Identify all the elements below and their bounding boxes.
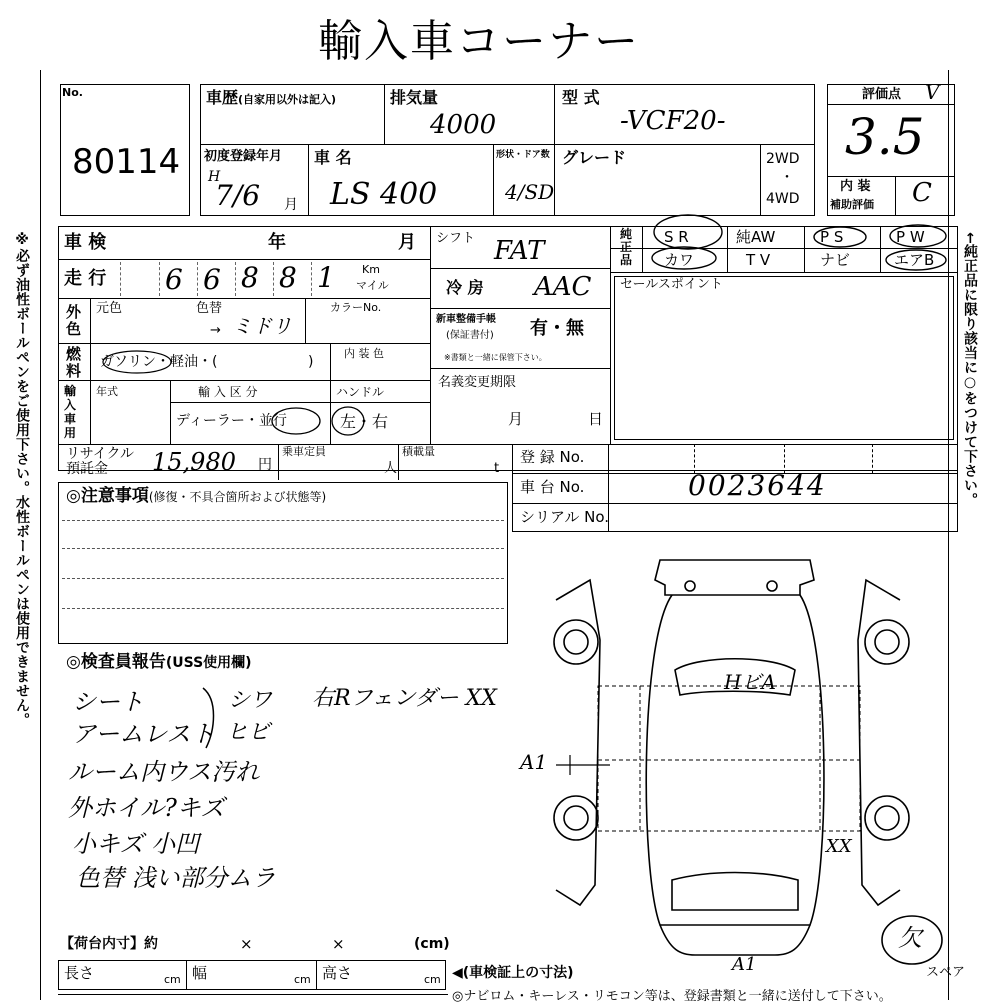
diagram-rear-right-mark: XX bbox=[826, 836, 852, 857]
cargo-label: 【荷台内寸】約 bbox=[60, 936, 158, 952]
cargo-length-cm: cm bbox=[164, 973, 181, 986]
color-changed-label: 色替 bbox=[196, 301, 223, 316]
interior-grade-sub: 補助評価 bbox=[830, 198, 874, 211]
inspector-label: ◎検査員報告(USS使用欄) bbox=[66, 652, 252, 672]
capacity-label: 乗車定員 bbox=[282, 445, 326, 458]
cargo-unit: (cm) bbox=[414, 936, 450, 952]
genuine-leather: カワ bbox=[664, 251, 695, 269]
inspector-line-6: 色替 浅い部分ムラ bbox=[76, 864, 276, 892]
lot-number-label: No. bbox=[62, 86, 83, 99]
cargo-width-cm: cm bbox=[294, 973, 311, 986]
cargo-x2: × bbox=[332, 935, 345, 953]
rating-value: 3.5 bbox=[845, 108, 925, 166]
displacement-value: 4000 bbox=[430, 110, 497, 140]
name-change-day: 日 bbox=[588, 410, 604, 428]
cargo-height-cm: cm bbox=[424, 973, 441, 986]
bottom-note: ◎ナビロム・キーレス・リモコン等は、登録書類と一緒に送付して下さい。 bbox=[452, 989, 892, 1004]
inspector-right-2: ヒビ bbox=[226, 720, 271, 745]
model-label: 型 式 bbox=[562, 88, 600, 107]
cargo-size-box bbox=[58, 960, 446, 990]
mileage-digits bbox=[120, 262, 351, 296]
chassis-value: 0023644 bbox=[688, 469, 827, 502]
load-label: 積載量 bbox=[402, 445, 435, 458]
interior-grade-label: 内 装 bbox=[840, 179, 871, 194]
first-reg-label: 初度登録年月 bbox=[204, 149, 283, 164]
genuine-navi: ナビ bbox=[820, 251, 851, 269]
genuine-airbag: エアB bbox=[894, 251, 935, 269]
recycle-sublabel: 預託金 bbox=[66, 461, 108, 477]
mileage-unit-km: Km bbox=[362, 263, 380, 276]
cargo-length-label: 長さ bbox=[64, 964, 95, 982]
model-value: -VCF20- bbox=[620, 106, 726, 136]
interior-grade-value: C bbox=[912, 178, 932, 208]
recycle-unit: 円 bbox=[258, 457, 272, 473]
capacity-unit: 人 bbox=[384, 461, 398, 476]
maintenance-note: ※書類と一緒に保管下さい。 bbox=[444, 353, 547, 362]
grade-label: グレード bbox=[562, 148, 627, 167]
drive-dot: ・ bbox=[780, 170, 794, 186]
registration-label: 登 録 No. bbox=[520, 448, 585, 466]
inspector-line-1: シート bbox=[72, 688, 144, 716]
rating-check: V bbox=[925, 80, 940, 104]
fuel-label: 燃料 bbox=[66, 345, 82, 380]
rating-label: 評価点 bbox=[862, 87, 902, 102]
door-value: 4/SD bbox=[505, 180, 555, 204]
drive-2wd: 2WD bbox=[766, 151, 800, 167]
recycle-label: リサイクル bbox=[66, 446, 135, 462]
cargo-x1: × bbox=[240, 935, 253, 953]
first-reg-value: 7/6 bbox=[215, 179, 261, 212]
inspector-right-1: シワ bbox=[228, 688, 273, 713]
lot-number: 80114 bbox=[72, 142, 181, 182]
import-year-label: 年式 bbox=[96, 385, 118, 398]
cargo-note: ◀(車検証上の寸法) bbox=[452, 965, 574, 981]
inspector-extra: 右Rフェンダー XX bbox=[312, 686, 497, 711]
displacement-label: 排気量 bbox=[390, 88, 439, 107]
mileage-unit-mile: マイル bbox=[356, 279, 389, 292]
recycle-value: 15,980 bbox=[152, 448, 236, 476]
name-change-label: 名義変更期限 bbox=[438, 375, 517, 390]
mileage-digit-1: 6 bbox=[165, 263, 183, 296]
fuel-options: ガソリン・軽油・( bbox=[100, 354, 218, 370]
mileage-digit-5: 1 bbox=[317, 261, 335, 294]
spare-label: スペア bbox=[926, 965, 966, 980]
genuine-pw: P W bbox=[896, 228, 925, 246]
caution-box bbox=[58, 482, 508, 644]
first-reg-era: H bbox=[208, 169, 221, 185]
exterior-color-label: 外色 bbox=[66, 303, 82, 338]
first-reg-month-unit: 月 bbox=[284, 197, 298, 213]
inspection-label: 車 検 bbox=[64, 232, 107, 253]
maintenance-sub: (保証書付) bbox=[446, 330, 494, 341]
cargo-height-label: 高さ bbox=[322, 964, 353, 982]
aircon-value: AAC bbox=[534, 272, 592, 302]
inspector-line-5: 小キズ 小凹 bbox=[72, 830, 200, 858]
car-name-label: 車 名 bbox=[314, 148, 352, 167]
interior-color-label: 内 装 色 bbox=[344, 347, 384, 360]
shift-label: シフト bbox=[436, 231, 476, 246]
maintenance-value: 有・無 bbox=[530, 318, 584, 339]
fuel-close: ) bbox=[308, 354, 314, 370]
inspector-line-2: アームレスト bbox=[72, 720, 215, 748]
car-name-value: LS 400 bbox=[330, 177, 438, 212]
color-arrow: → bbox=[210, 323, 221, 338]
color-original-label: 元色 bbox=[96, 301, 123, 316]
load-unit: t bbox=[494, 461, 500, 476]
genuine-tv: T V bbox=[746, 251, 771, 269]
mileage-digit-4: 8 bbox=[279, 261, 297, 294]
inspector-line-3: ルーム内ウス汚れ bbox=[68, 758, 260, 786]
inspector-line-4: 外ホイル?キズ bbox=[68, 794, 225, 822]
genuine-label: 純正品 bbox=[620, 227, 633, 267]
maintenance-label: 新車整備手帳 bbox=[436, 314, 496, 325]
handle-label: ハンドル bbox=[336, 385, 385, 399]
mileage-digit-2: 6 bbox=[203, 263, 221, 296]
genuine-aw: 純AW bbox=[736, 228, 776, 246]
caution-label: ◎注意事項(修復・不具合箇所および状態等) bbox=[66, 486, 327, 506]
mileage-digit-3: 8 bbox=[241, 261, 259, 294]
spare-mark: 欠 bbox=[898, 924, 922, 952]
shift-value: FAT bbox=[494, 236, 545, 266]
door-label: 形状・ドア数 bbox=[496, 150, 550, 160]
page-title: 輸入車コーナー bbox=[318, 16, 640, 67]
chassis-label: 車 台 No. bbox=[520, 478, 585, 496]
inspection-month: 月 bbox=[398, 232, 416, 253]
genuine-sr: S R bbox=[664, 228, 689, 246]
diagram-bottom-mark: A1 bbox=[732, 954, 757, 975]
name-change-month: 月 bbox=[508, 410, 524, 428]
side-note-right: ←純正品に限り該当に○をつけて下さい。 bbox=[962, 232, 978, 508]
genuine-ps: P S bbox=[820, 228, 844, 246]
import-type-options: ディーラー・並行 bbox=[176, 413, 287, 429]
cargo-width-label: 幅 bbox=[192, 964, 208, 982]
color-changed-value: ミドリ bbox=[232, 314, 292, 338]
import-car-label: 輸入車用 bbox=[64, 384, 77, 440]
drive-4wd: 4WD bbox=[766, 191, 800, 207]
diagram-windshield-mark: HビA bbox=[724, 670, 776, 694]
handle-options: 左・右 bbox=[340, 412, 389, 431]
sales-point-label: セールスポイント bbox=[620, 277, 723, 292]
inspection-year: 年 bbox=[268, 232, 286, 253]
aircon-label: 冷 房 bbox=[446, 278, 484, 297]
import-type-label: 輸 入 区 分 bbox=[198, 385, 258, 399]
sales-point-box bbox=[614, 276, 954, 440]
color-no-label: カラーNo. bbox=[330, 301, 382, 314]
mileage-label: 走 行 bbox=[64, 268, 107, 289]
side-note-left: ※必ず油性ボールペンをご使用下さい。水性ボールペンは使用できません。 bbox=[14, 232, 30, 727]
serial-label: シリアル No. bbox=[520, 508, 610, 526]
diagram-left-mark: A1 bbox=[520, 750, 548, 774]
history-label: 車歴(自家用以外は記入) bbox=[206, 88, 337, 107]
